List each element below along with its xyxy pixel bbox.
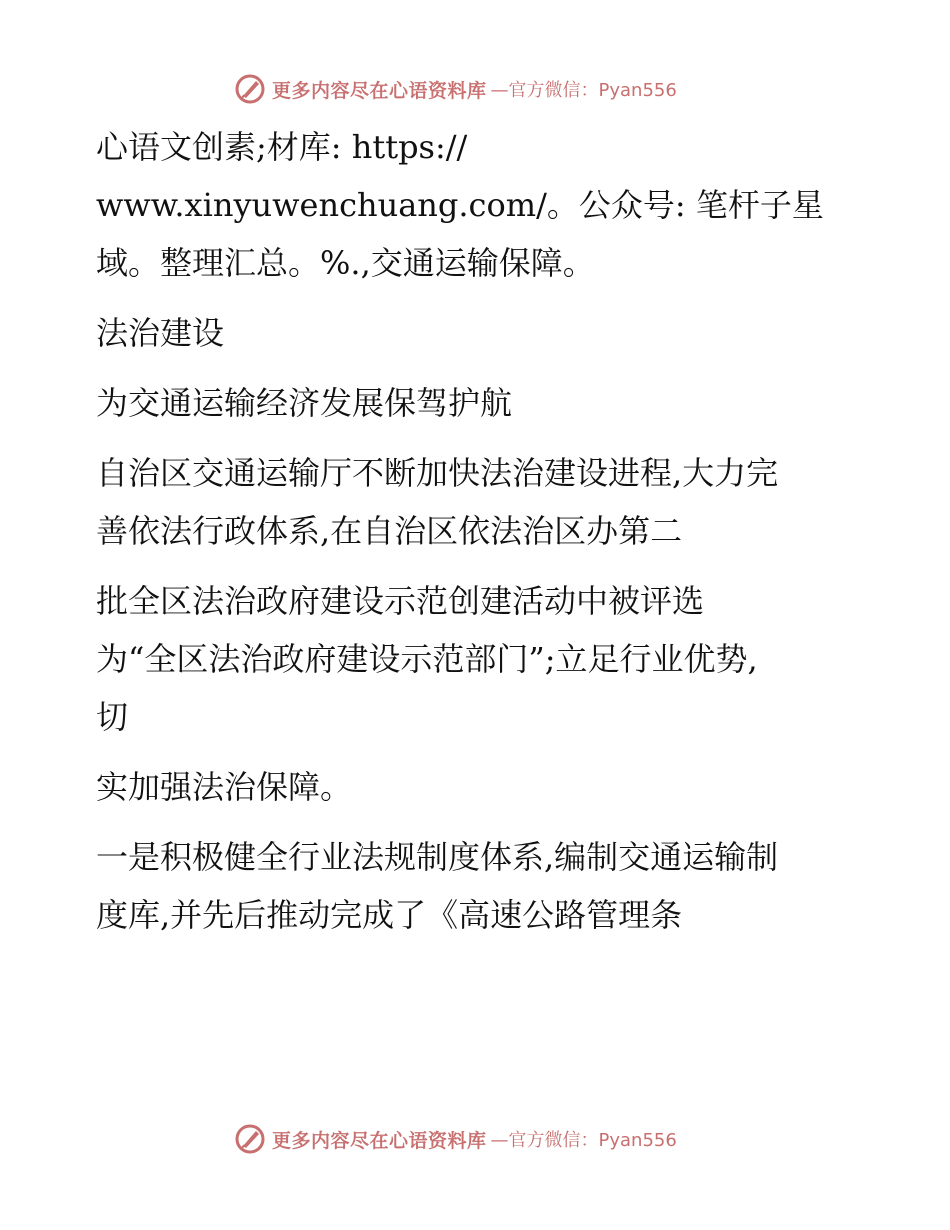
header-banner bbox=[234, 72, 677, 106]
banner-contact-text: —官方微信：Pyan556 bbox=[490, 1130, 677, 1151]
banner-main-text: 更多内容尽在心语资料库 bbox=[272, 79, 487, 102]
body-line: 切 bbox=[96, 698, 129, 736]
footer-banner bbox=[234, 1122, 677, 1156]
body-line: 心语文创素;材库: https:// bbox=[96, 128, 468, 166]
body-line: 实加强法治保障。 bbox=[96, 768, 353, 806]
section-subheading: 为交通运输经济发展保驾护航 bbox=[96, 384, 513, 422]
quill-logo-icon bbox=[234, 73, 266, 105]
body-line: 度库,并先后推动完成了《高速公路管理条 bbox=[96, 896, 683, 934]
document-body bbox=[96, 118, 856, 944]
body-line: 自治区交通运输厅不断加快法治建设进程,大力完 bbox=[96, 454, 779, 492]
body-line: 一是积极健全行业法规制度体系,编制交通运输制 bbox=[96, 838, 779, 876]
body-line: 批全区法治政府建设示范创建活动中被评选 bbox=[96, 582, 705, 620]
quill-logo-icon bbox=[234, 1123, 266, 1155]
banner-contact-text: —官方微信：Pyan556 bbox=[490, 80, 677, 101]
body-line: www.xinyuwenchuang.com/。公众号: 笔杆子星 bbox=[96, 186, 824, 224]
body-line: 善依法行政体系,在自治区依法治区办第二 bbox=[96, 512, 683, 550]
section-heading: 法治建设 bbox=[96, 314, 225, 352]
body-line: 为“全区法治政府建设示范部门”;立足行业优势, bbox=[96, 640, 758, 678]
banner-main-text: 更多内容尽在心语资料库 bbox=[272, 1129, 487, 1152]
body-line: 域。整理汇总。%.,交通运输保障。 bbox=[96, 244, 595, 282]
